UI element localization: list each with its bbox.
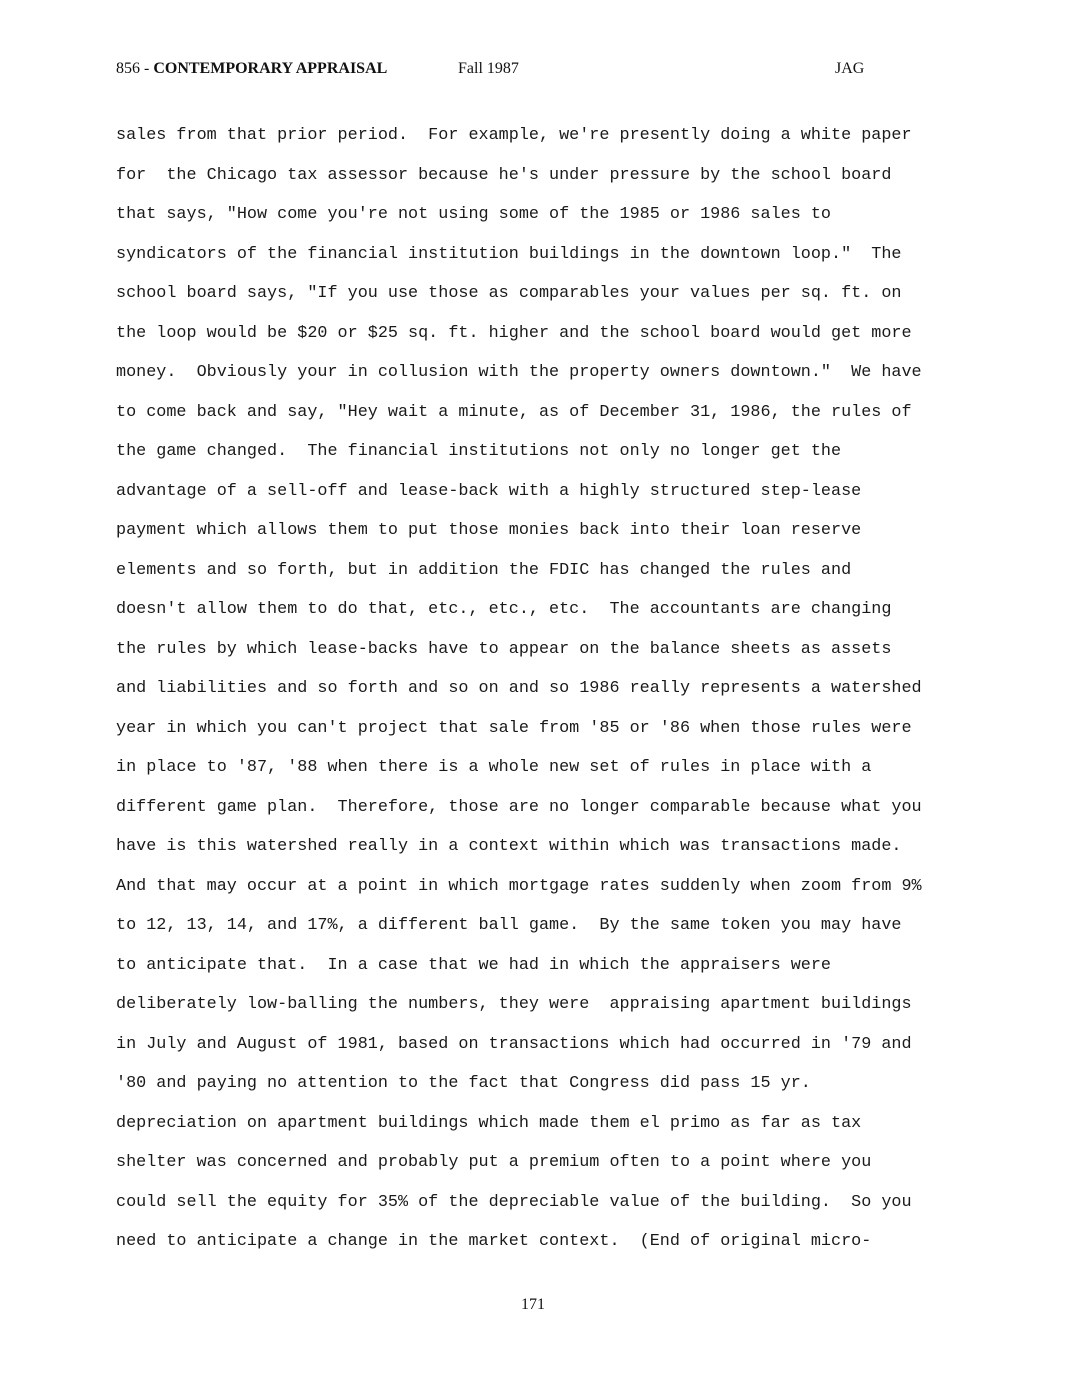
text-line: different game plan. Therefore, those are no longer comparable because what you (116, 797, 922, 817)
text-line: year in which you can't project that sale from '85 or '86 when those rules were (116, 718, 912, 738)
text-line: in place to '87, '88 when there is a whole new set of rules in place with a (116, 758, 872, 777)
page-header (116, 60, 950, 86)
text-line: in July and August of 1981, based on transactions which had occurred in '79 and (116, 1034, 912, 1054)
course-label (116, 60, 387, 78)
text-line: sales from that prior period. For example, we're presently doing a white paper (116, 126, 912, 145)
body-text (116, 123, 1016, 1269)
text-line: the rules by which lease-backs have to appear on the balance sheets as assets (116, 639, 892, 659)
text-line: advantage of a sell-off and lease-back with a highly structured step-lease (116, 481, 862, 501)
text-line: school board says, "If you use those as comparables your values per sq. ft. on (116, 284, 902, 303)
text-line: payment which allows them to put those monies back into their loan reserve (116, 521, 862, 540)
text-line: doesn't allow them to do that, etc., etc., etc. The accountants are changing (116, 600, 892, 619)
course-number: 856 - (116, 60, 154, 77)
text-line: '80 and paying no attention to the fact that Congress did pass 15 yr. (116, 1074, 811, 1093)
text-line: depreciation on apartment buildings which made them el primo as far as tax (116, 1113, 862, 1133)
text-line: shelter was concerned and probably put a premium often to a point where you (116, 1153, 872, 1172)
text-line: to anticipate that. In a case that we had in which the appraisers were (116, 955, 831, 975)
text-line: to 12, 13, 14, and 17%, a different ball game. By the same token you may have (116, 916, 902, 935)
text-line: the game changed. The financial institutions not only no longer get the (116, 442, 842, 461)
text-line: to come back and say, "Hey wait a minute, as of December 31, 1986, the rules of (116, 402, 912, 422)
text-line: that says, "How come you're not using some of the 1985 or 1986 sales to (116, 205, 831, 224)
page-number: 171 (521, 1296, 545, 1313)
text-line: syndicators of the financial institution buildings in the downtown loop." The (116, 244, 902, 264)
text-line: and liabilities and so forth and so on and so 1986 really represents a watershed (116, 679, 922, 698)
text-line: elements and so forth, but in addition the FDIC has changed the rules and (116, 560, 852, 580)
text-line: need to anticipate a change in the market context. (End of original micro- (116, 1232, 872, 1251)
text-line: for the Chicago tax assessor because he's under pressure by the school board (116, 165, 892, 185)
text-line: the loop would be $20 or $25 sq. ft. higher and the school board would get more (116, 323, 912, 343)
text-line: deliberately low-balling the numbers, they were appraising apartment buildings (116, 995, 912, 1014)
text-line: And that may occur at a point in which mortgage rates suddenly when zoom from 9% (116, 876, 922, 896)
text-line: have is this watershed really in a context within which was transactions made. (116, 837, 902, 856)
text-line: money. Obviously your in collusion with the property owners downtown." We have (116, 363, 922, 382)
author-initials: JAG (835, 60, 865, 77)
term-label: Fall 1987 (458, 60, 519, 77)
text-line: could sell the equity for 35% of the depreciable value of the building. So you (116, 1192, 912, 1212)
course-title: CONTEMPORARY APPRAISAL (153, 60, 388, 77)
